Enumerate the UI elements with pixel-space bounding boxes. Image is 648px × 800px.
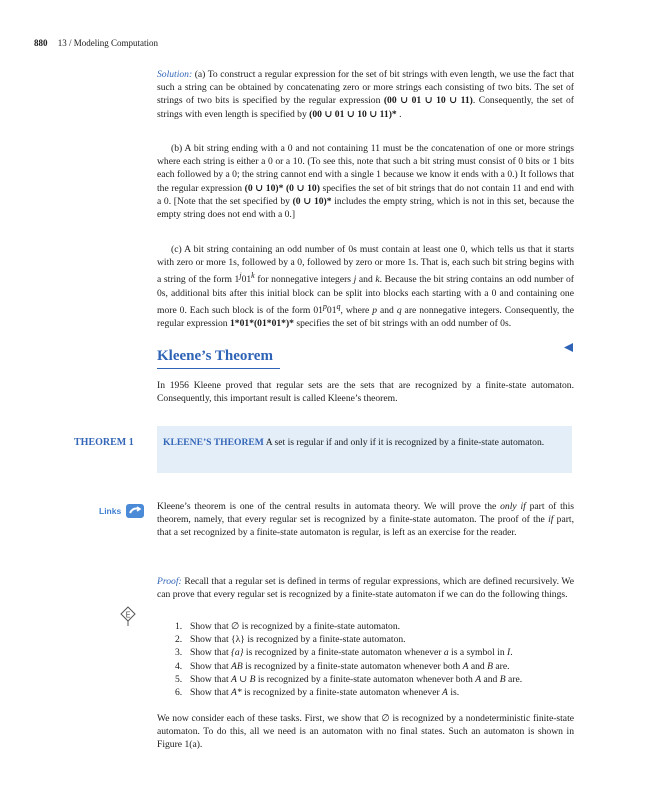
formula: 01 [241, 274, 252, 286]
text: , where [340, 305, 373, 317]
section-intro [157, 379, 574, 405]
text: Show that [190, 647, 232, 659]
text: . Because the bit string contains an odd number of 0s, additional bits after this initial block can be split into blocks each starting with a 0 and containing one more 0. Each such block is of the form [157, 274, 574, 317]
text: (c) A bit string containing an odd number of 0s must contain at least one 0, which tells us that it starts with zero or more 1s, followed by a 0, followed by zero or more 1s. That is, each such bit string begins with a string of the form [157, 244, 574, 286]
theorem-statement [163, 436, 567, 449]
text: includes the empty string, which is not in this set, because the empty string does not end with a 0.] [157, 195, 574, 221]
emphasis: if [548, 514, 554, 526]
formula: 01 [313, 305, 323, 317]
regex: (00 ∪ 01 ∪ 10 ∪ 11) [383, 95, 473, 107]
proof-intro [157, 575, 574, 601]
svg-text:E: E [125, 610, 131, 620]
text: Recall that a regular set is defined in terms of regular expressions, which are defined recursively. We can prove that every regular set is recognized by a finite-state automaton if we can do the following things. [157, 576, 574, 601]
links-icon [125, 503, 145, 519]
regex: (0 ∪ 10)* [292, 195, 332, 207]
text: is a symbol in [448, 647, 508, 659]
text: specifies the set of bit strings that do not contain 11 and end with a 0. [Note that the set specified by [157, 182, 574, 207]
list-item [175, 633, 574, 646]
superscript: j [239, 271, 242, 281]
text: . [510, 647, 513, 659]
theorem-box [157, 426, 572, 473]
text: (b) A bit string ending with a 0 and not containing 11 must be the concatenation of one or more strings where each string is either a 0 or a 10. (To see this, note that such a bit string must consist of 0 bits or 1 bits each followed by a 0; the string cannot end with a single 1 because we know it ends with a 0.) It follows that the regular expression [157, 143, 574, 194]
text: is recognized by a finite-state automaton. [239, 621, 401, 632]
solution-part-c [157, 243, 574, 331]
text: and [377, 305, 397, 317]
formula: 1 [234, 274, 240, 286]
variable: p [372, 305, 378, 317]
proof-label: Proof: [157, 576, 182, 587]
superscript: q [336, 302, 341, 311]
symbol: B [499, 673, 506, 685]
text: is. [447, 687, 460, 699]
symbol: {λ} [231, 634, 245, 646]
steps-list [173, 620, 574, 699]
list-item [175, 660, 574, 673]
item-number: 4. [175, 660, 183, 672]
text: is recognized by a finite-state automaton whenever [241, 687, 443, 699]
text: for nonnegative integers [254, 274, 354, 286]
text: part, that a set recognized by a finite-state automaton is regular, is left as an exercise for the reader. [157, 514, 574, 539]
symbol: a [443, 647, 449, 659]
solution-label: Solution: [157, 69, 193, 80]
item-number: 3. [175, 647, 183, 659]
symbol: AB [231, 660, 243, 672]
text: and [468, 660, 488, 672]
formula: 01 [326, 305, 337, 317]
proof-steps [173, 620, 574, 699]
text: Kleene’s theorem is one of the central results in automata theory. We will prove the [157, 501, 501, 512]
superscript: p [322, 302, 327, 311]
symbol: ∅ [231, 621, 240, 632]
symbol: A* [231, 687, 242, 699]
regex: (00 ∪ 01 ∪ 10 ∪ 11)* [309, 108, 397, 120]
list-item [175, 646, 574, 659]
text: are nonnegative integers. Consequently, the regular expression [157, 305, 574, 330]
text: . Consequently, the set of strings with even length is specified by [157, 95, 574, 120]
links-label: Links [99, 506, 122, 516]
symbol: A [475, 673, 482, 685]
text: In 1956 Kleene proved that regular sets are the sets that are recognized by a finite-state automaton. Consequently, this important result is called Kleene’s theorem. [157, 380, 574, 405]
item-number: 2. [175, 634, 183, 646]
solution-part-b [157, 142, 574, 221]
text: part of this theorem, namely, that every regular set is recognized by a finite-state automaton. The proof of the [157, 501, 574, 526]
section-title: Kleene’s Theorem [157, 348, 280, 369]
list-item [175, 620, 574, 633]
text: and [356, 274, 376, 286]
superscript: k [251, 271, 255, 281]
list-item [175, 686, 574, 699]
extra-examples-icon[interactable] [120, 606, 136, 628]
list-item [175, 673, 574, 686]
theorem-label: THEOREM 1 [74, 437, 134, 448]
emphasis: only if [500, 501, 526, 512]
text: Show that [190, 660, 232, 672]
variable: j [353, 274, 357, 286]
text: and [481, 673, 500, 685]
text: specifies the set of bit strings with an odd number of 0s. [293, 318, 512, 330]
text: . [396, 108, 402, 120]
text: Show that [190, 687, 232, 699]
closing-paragraph [157, 712, 574, 752]
text: is recognized by a finite-state automaton. [244, 634, 406, 646]
symbol: B [487, 660, 493, 672]
text: Show that [190, 621, 232, 632]
text: is recognized by a finite-state automaton whenever both [242, 660, 463, 672]
text: We now consider each of these tasks. First, we show that ∅ is recognized by a nondeterministic finite-state automaton. To do this, all we need is an automaton with no final states. Such an automaton is shown in Figure 1(a). [157, 713, 574, 751]
symbol: A [462, 660, 469, 672]
text: are. [505, 673, 523, 685]
text: Show that [190, 673, 232, 685]
symbol: {a} [231, 647, 244, 659]
text: (a) To construct a regular expression for the set of bit strings with even length, we use the fact that such a string can be obtained by concatenating zero or more strings each consisting of two bits. The set of strings of two bits is specified by the regular expression [157, 69, 574, 107]
running-head [34, 38, 158, 48]
symbol: I [507, 647, 511, 659]
text: is recognized by a finite-state automaton whenever both [255, 673, 476, 685]
page-number: 880 [34, 38, 48, 48]
chapter-title: 13 / Modeling Computation [57, 38, 158, 48]
variable: k [375, 274, 380, 286]
regex: (0 ∪ 10)* (0 ∪ 10) [244, 182, 320, 194]
text: is recognized by a finite-state automaton whenever [243, 647, 444, 659]
item-number: 1. [175, 621, 183, 632]
text: A set is regular if and only if it is recognized by a finite-state automaton. [265, 437, 545, 448]
text: Show that [190, 634, 232, 646]
text: are. [492, 660, 510, 672]
variable: q [396, 305, 402, 317]
end-of-solution-icon [563, 342, 574, 353]
symbol: A ∪ B [231, 673, 256, 685]
solution-part-a [157, 68, 574, 121]
symbol: A [442, 687, 448, 699]
item-number: 6. [175, 687, 183, 699]
item-number: 5. [175, 673, 183, 685]
kleene-discussion [157, 500, 574, 540]
regex: 1*01*(01*01*)* [230, 318, 294, 330]
theorem-name: KLEENE’S THEOREM [163, 437, 264, 448]
links-marker[interactable] [99, 501, 145, 519]
